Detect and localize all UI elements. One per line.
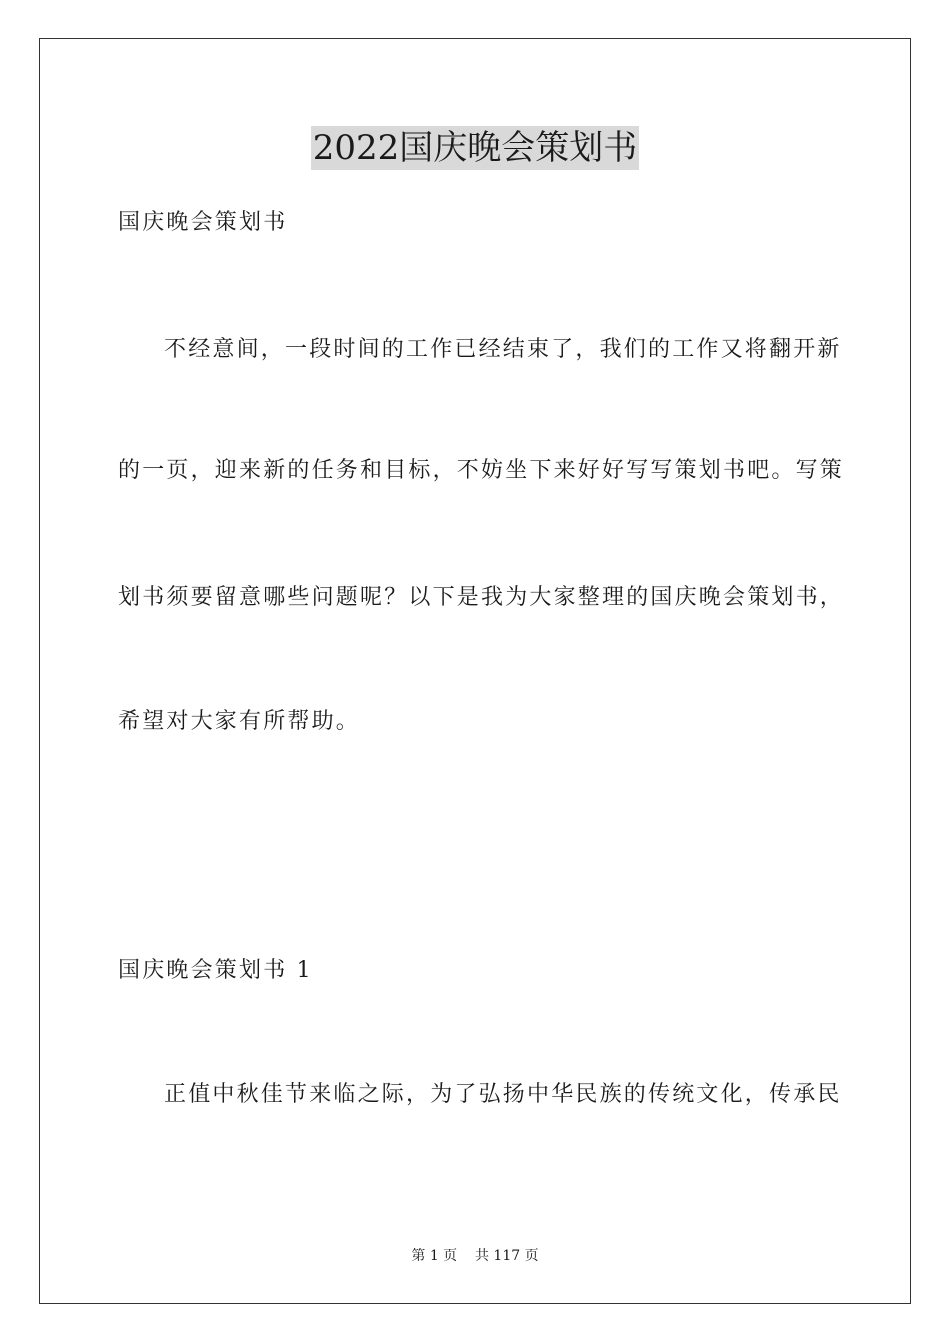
paragraph-line: 希望对大家有所帮助。: [118, 709, 361, 734]
paragraph-line: 的一页，迎来新的任务和目标，不妨坐下来好好写写策划书吧。写策: [118, 458, 845, 483]
paragraph-line: 不经意间，一段时间的工作已经结束了，我们的工作又将翻开新: [164, 337, 842, 362]
page-number: 第 1 页 共 117 页: [411, 1248, 539, 1264]
page-footer: [0, 1247, 950, 1265]
paragraph-line: 正值中秋佳节来临之际，为了弘扬中华民族的传统文化，传承民: [164, 1082, 842, 1107]
section-heading: 国庆晚会策划书 1: [118, 958, 313, 983]
section-heading: 国庆晚会策划书: [118, 210, 288, 235]
title-container: [0, 126, 950, 170]
paragraph-line: 划书须要留意哪些问题呢？以下是我为大家整理的国庆晚会策划书，: [118, 585, 845, 610]
document-title: 2022国庆晚会策划书: [312, 128, 638, 168]
